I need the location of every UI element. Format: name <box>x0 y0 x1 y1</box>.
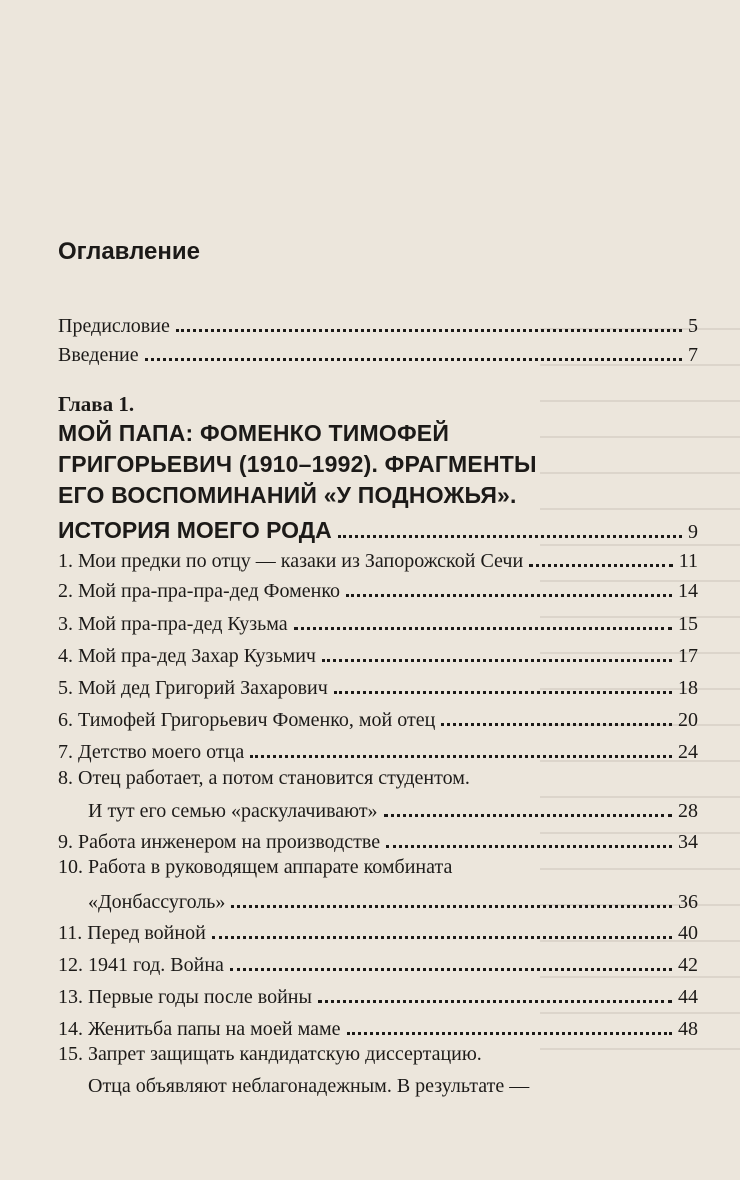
toc-entry-label: 3. Мой пра-пра-дед Кузьма <box>58 613 288 635</box>
toc-entry-label: Предисловие <box>58 315 170 337</box>
dot-leader <box>441 723 672 726</box>
toc-entry-page: 34 <box>678 831 698 853</box>
toc-entry-line[interactable]: 10. Работа в руководящем аппарате комбината <box>58 856 453 878</box>
dot-leader <box>347 1032 672 1035</box>
toc-entry[interactable] <box>58 913 698 945</box>
dot-leader <box>322 659 672 662</box>
toc-entry-label: 2. Мой пра-пра-пра-дед Фоменко <box>58 580 341 602</box>
toc-entry[interactable] <box>88 791 698 823</box>
toc-entry[interactable] <box>58 945 698 977</box>
toc-entry-page: 48 <box>678 1018 698 1040</box>
chapter-entry[interactable] <box>58 512 698 544</box>
dot-leader <box>231 905 672 908</box>
toc-entry[interactable] <box>58 977 698 1009</box>
chapter-title <box>58 418 698 511</box>
dot-leader <box>338 535 682 538</box>
toc-entry-line[interactable]: 8. Отец работает, а потом становится студентом. <box>58 767 470 789</box>
toc-entry-label: 14. Женитьба папы на моей маме <box>58 1018 341 1040</box>
toc-entry-label: 11. Перед войной <box>58 922 206 944</box>
chapter-title-line: МОЙ ПАПА: ФОМЕНКО ТИМОФЕЙ <box>58 420 450 446</box>
chapter-title-line: ЕГО ВОСПОМИНАНИЙ «У ПОДНОЖЬЯ». <box>58 482 517 508</box>
dot-leader <box>386 845 672 848</box>
dot-leader <box>176 329 682 332</box>
dot-leader <box>529 564 673 567</box>
toc-entry-label: 12. 1941 год. Война <box>58 954 224 976</box>
toc-entry-page: 24 <box>678 741 698 763</box>
toc-entry[interactable] <box>58 668 698 700</box>
dot-leader <box>294 627 672 630</box>
toc-entry[interactable] <box>58 700 698 732</box>
chapter-title-last-line: ИСТОРИЯ МОЕГО РОДА <box>58 517 332 543</box>
toc-entry-page: 14 <box>678 580 698 602</box>
toc-entry-label: «Донбассуголь» <box>88 891 226 913</box>
toc-entry-page: 40 <box>678 922 698 944</box>
chapter-page: 9 <box>688 521 698 543</box>
toc-entry[interactable] <box>58 541 698 573</box>
toc-entry-label: 4. Мой пра-дед Захар Кузьмич <box>58 645 316 667</box>
toc-entry-label: 7. Детство моего отца <box>58 741 245 763</box>
dot-leader <box>334 691 672 694</box>
toc-entry-page: 20 <box>678 709 698 731</box>
toc-entry-page: 36 <box>678 891 698 913</box>
toc-entry-page: 7 <box>688 344 698 366</box>
dot-leader <box>346 594 672 597</box>
toc-entry-page: 42 <box>678 954 698 976</box>
dot-leader <box>384 814 672 817</box>
toc-entry[interactable] <box>58 335 698 367</box>
toc-entry-page: 28 <box>678 800 698 822</box>
dot-leader <box>230 968 672 971</box>
dot-leader <box>250 755 672 758</box>
toc-entry-label: 6. Тимофей Григорьевич Фоменко, мой отец <box>58 709 436 731</box>
chapter-title-line: ГРИГОРЬЕВИЧ (1910–1992). ФРАГМЕНТЫ <box>58 451 537 477</box>
toc-entry-page: 5 <box>688 315 698 337</box>
toc-entry-page: 18 <box>678 677 698 699</box>
dot-leader <box>318 1000 672 1003</box>
toc-entry-page: 17 <box>678 645 698 667</box>
toc-title: Оглавление <box>58 238 200 265</box>
toc-entry[interactable] <box>58 306 698 338</box>
toc-entry-label: И тут его семью «раскулачивают» <box>88 800 378 822</box>
toc-entry[interactable] <box>58 1009 698 1041</box>
dot-leader <box>145 358 682 361</box>
toc-entry-page: 11 <box>678 550 698 572</box>
toc-entry-label: Введение <box>58 344 139 366</box>
toc-entry[interactable] <box>58 636 698 668</box>
toc-entry-page: 15 <box>678 613 698 635</box>
dot-leader <box>212 936 672 939</box>
toc-entry[interactable] <box>88 882 698 914</box>
toc-entry-label: 9. Работа инженером на производстве <box>58 831 381 853</box>
toc-entry-label: 1. Мои предки по отцу — казаки из Запорожской Сечи <box>58 550 524 572</box>
toc-entry-page: 44 <box>678 986 698 1008</box>
toc-entry[interactable] <box>58 822 698 854</box>
toc-entry[interactable] <box>58 571 698 603</box>
toc-entry-label: 13. Первые годы после войны <box>58 986 312 1008</box>
toc-entry-line[interactable]: 15. Запрет защищать кандидатскую диссертацию. <box>58 1043 482 1065</box>
toc-entry-line[interactable]: Отца объявляют неблагонадежным. В результате — <box>88 1075 530 1097</box>
toc-entry[interactable] <box>58 604 698 636</box>
toc-entry-label: 5. Мой дед Григорий Захарович <box>58 677 328 699</box>
toc-entry[interactable] <box>58 732 698 764</box>
chapter-label: Глава 1. <box>58 392 135 416</box>
